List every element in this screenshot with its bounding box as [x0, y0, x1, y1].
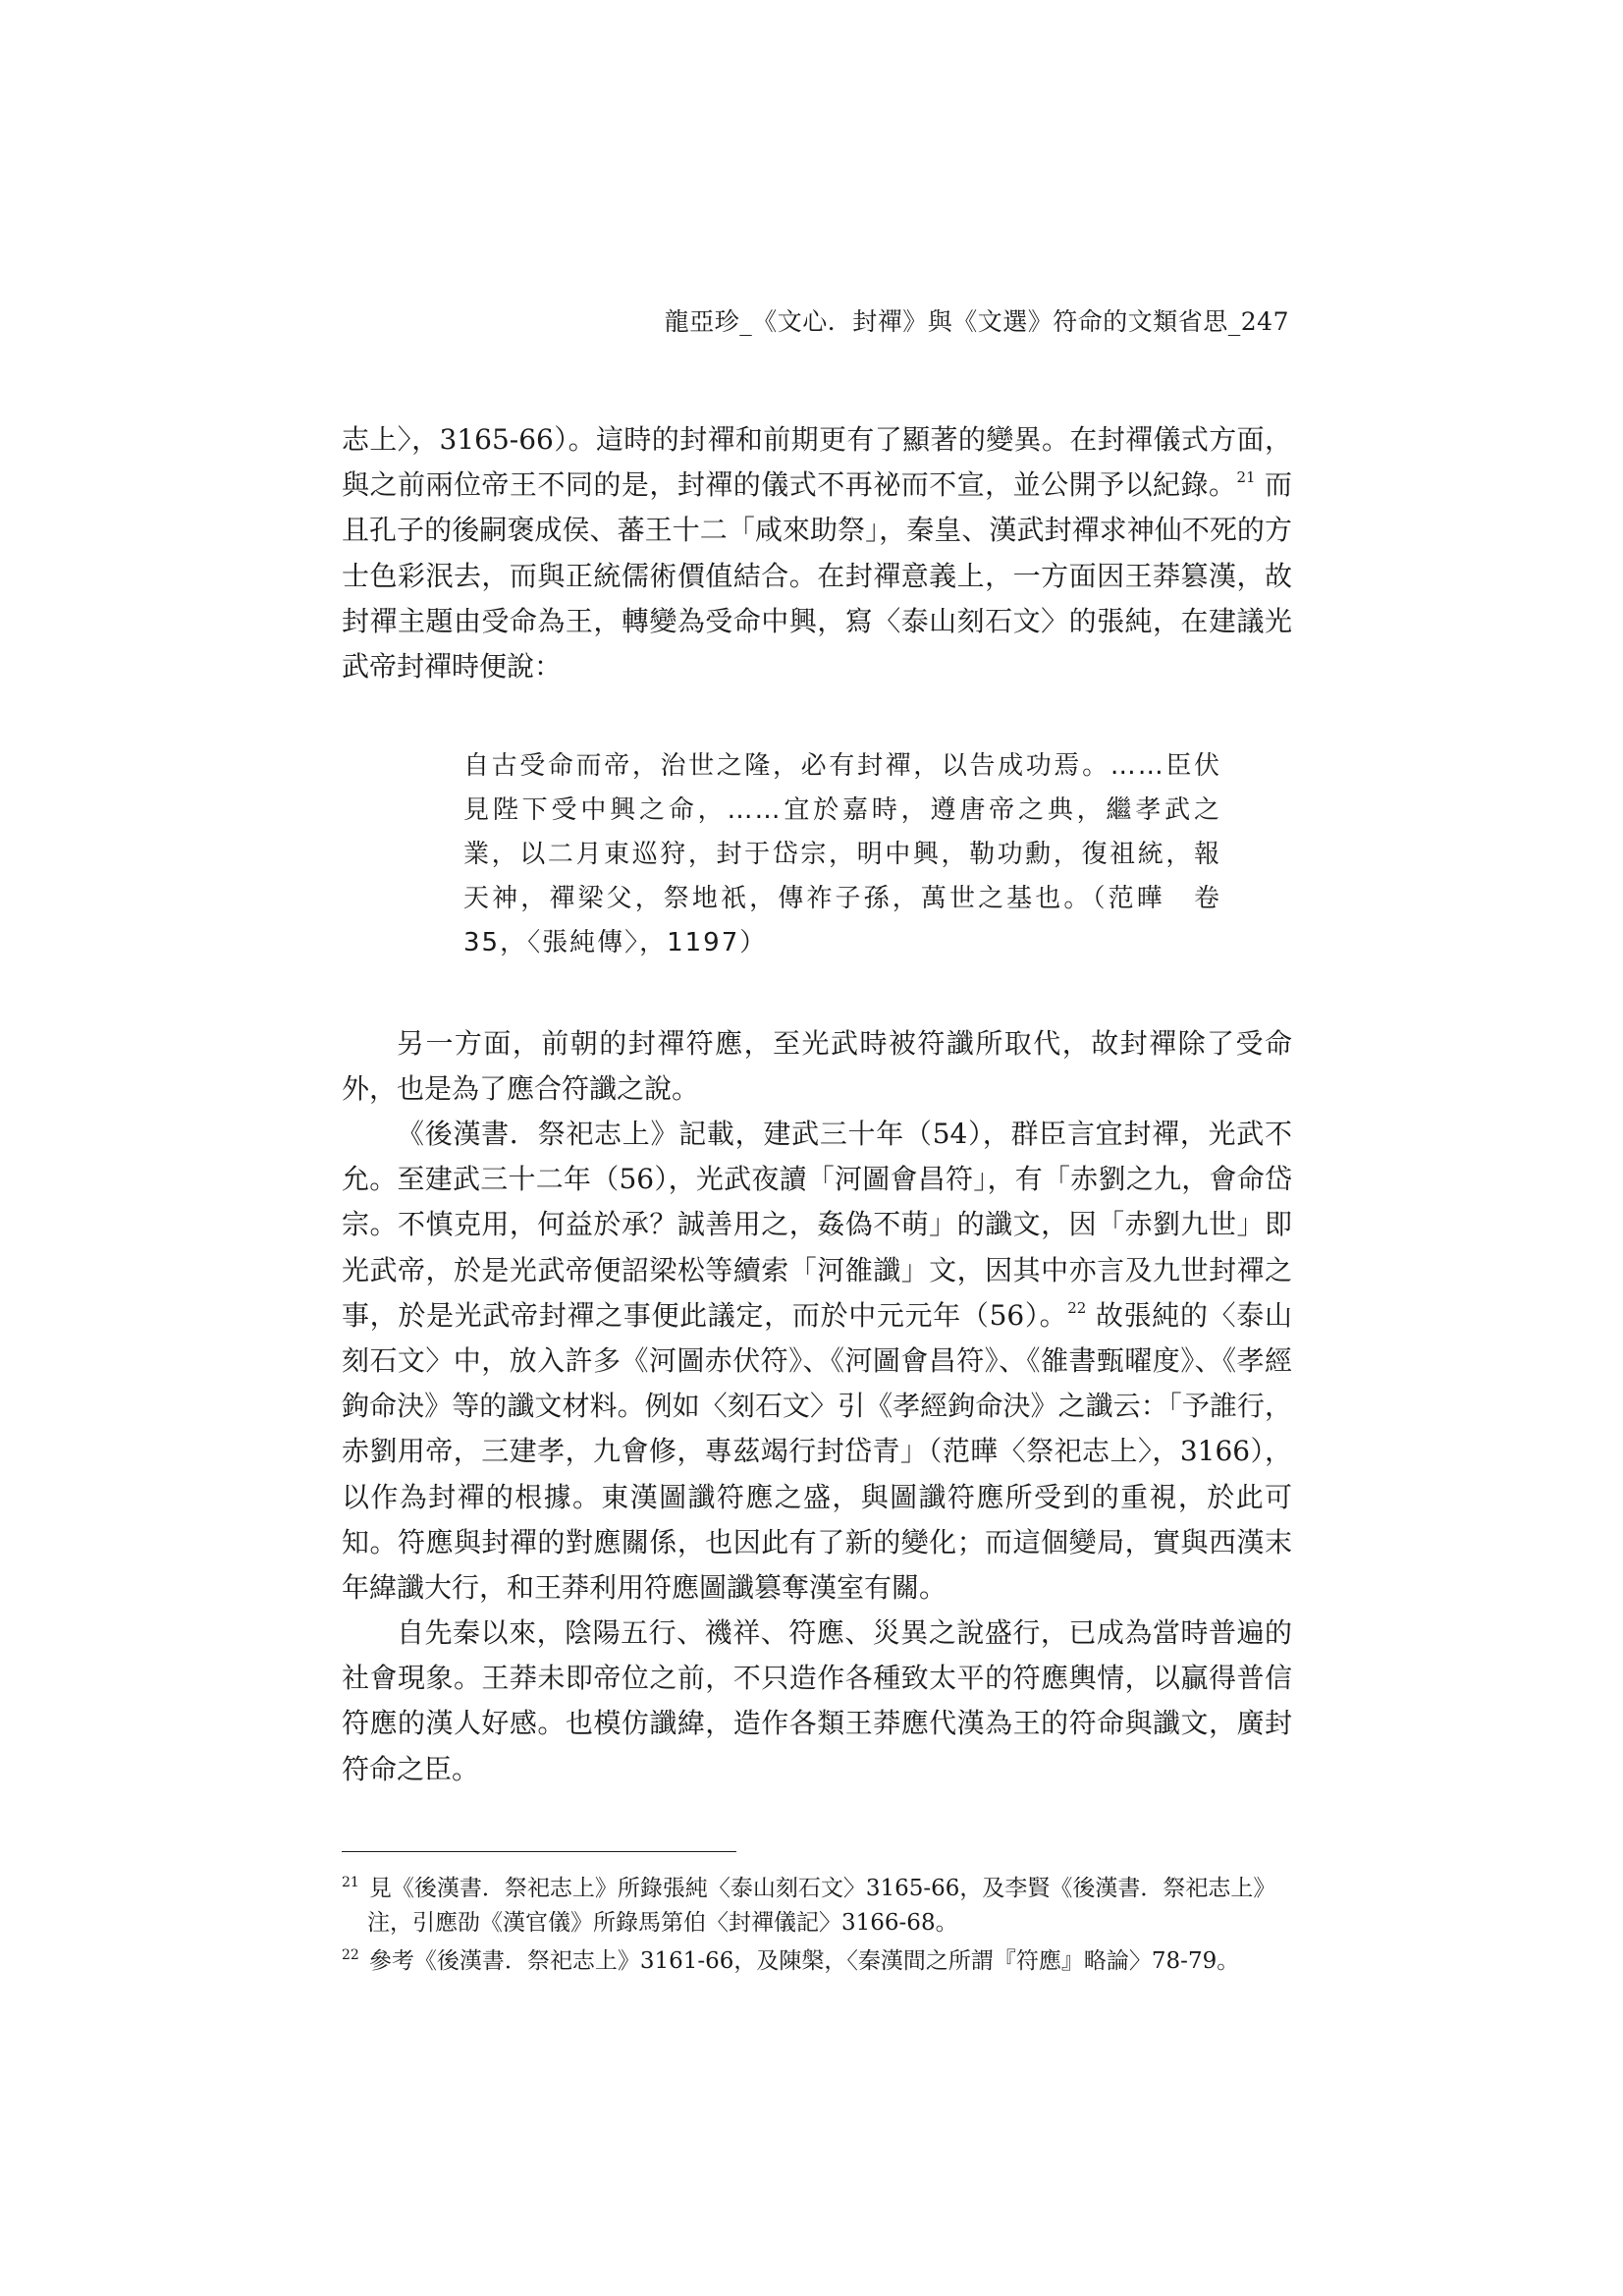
footnote-text: 見《後漢書．祭祀志上》所錄張純〈泰山刻石文〉3165-66，及李賢《後漢書．祭祀志上》注，引應劭《漢官儀》所錄馬第伯〈封禪儀記〉3166-68。	[367, 1876, 1276, 1936]
block-quote: 自古受命而帝，治世之隆，必有封禪，以告成功焉。……臣伏見陛下受中興之命，……宜於嘉時，遵唐帝之典，繼孝武之業，以二月東巡狩，封于岱宗，明中興，勒功勳，復祖統，報天神，禪梁父，祭地祇，傳祚子孫，萬世之基也。（范曄 卷 35，〈張純傳〉，1197）	[463, 751, 1221, 957]
footnote-number: 21	[342, 1875, 359, 1890]
footnote-text: 參考《後漢書．祭祀志上》3161-66，及陳槃，〈秦漢間之所謂『符應』略論〉78-79。	[368, 1948, 1240, 1974]
paragraph-text: 自先秦以來，陰陽五行、禨祥、符應、災異之說盛行，已成為當時普遍的社會現象。王莽未即帝位之前，不只造作各種致太平的符應輿情，以贏得普信符應的漢人好感。也模仿讖緯，造作各類王莽應代漢為王的符命與讖文，廣封符命之臣。	[342, 1616, 1292, 1785]
paragraph-3	[342, 1112, 1292, 1611]
footnote-ref-22: 22	[1067, 1298, 1087, 1317]
paragraph-text: 《後漢書．祭祀志上》記載，建武三十年（54），群臣言宜封禪，光武不允。至建武三十二年（56），光武夜讀「河圖會昌符」，有「赤劉之九，會命岱宗。不慎克用，何益於承？誠善用之，姦偽不萌」的讖文，因「赤劉九世」即光武帝，於是光武帝便詔梁松等續索「河雒讖」文，因其中亦言及九世封禪之事，於是光武帝封禪之事便此議定，而於中元元年（56）。	[342, 1118, 1292, 1332]
paragraph-text: 故張純的〈泰山刻石文〉中，放入許多《河圖赤伏符》、《河圖會昌符》、《雒書甄曜度》、《孝經鉤命決》等的讖文材料。例如〈刻石文〉引《孝經鉤命決》之讖云：「予誰行，赤劉用帝，三建孝，九會修，專茲竭行封岱青」（范曄〈祭祀志上〉，3166），以作為封禪的根據。東漢圖讖符應之盛，與圖讖符應所受到的重視，於此可知。符應與封禪的對應關係，也因此有了新的變化；而這個變局，實與西漢末年緯讖大行，和王莽利用符應圖讖篡奪漢室有關。	[342, 1298, 1292, 1605]
footnote-ref-21: 21	[1236, 468, 1256, 487]
footnote-separator	[342, 1851, 736, 1852]
paragraph-1	[342, 417, 1292, 689]
paragraph-text: 志上〉，3165-66）。這時的封禪和前期更有了顯著的變異。在封禪儀式方面，與之前兩位帝王不同的是，封禪的儀式不再祕而不宣，並公開予以紀錄。	[342, 423, 1292, 502]
footnote-21	[342, 1872, 1320, 1941]
paragraph-text: 而且孔子的後嗣褒成侯、蕃王十二「咸來助祭」，秦皇、漢武封禪求神仙不死的方士色彩泯去，而與正統儒術價值結合。在封禪意義上，一方面因王莽篡漢，故封禪主題由受命為王，轉變為受命中興，寫〈泰山刻石文〉的張純，在建議光武帝封禪時便說：	[342, 468, 1292, 683]
footnote-22	[342, 1944, 1320, 1979]
paragraph-text: 另一方面，前朝的封禪符應，至光武時被符讖所取代，故封禪除了受命外，也是為了應合符讖之說。	[342, 1027, 1292, 1106]
running-header: 龍亞珍_《文心．封禪》與《文選》符命的文類省思_247	[664, 307, 1289, 336]
footnote-number: 22	[342, 1947, 359, 1963]
paragraph-2	[342, 1021, 1292, 1112]
paragraph-4	[342, 1611, 1292, 1792]
